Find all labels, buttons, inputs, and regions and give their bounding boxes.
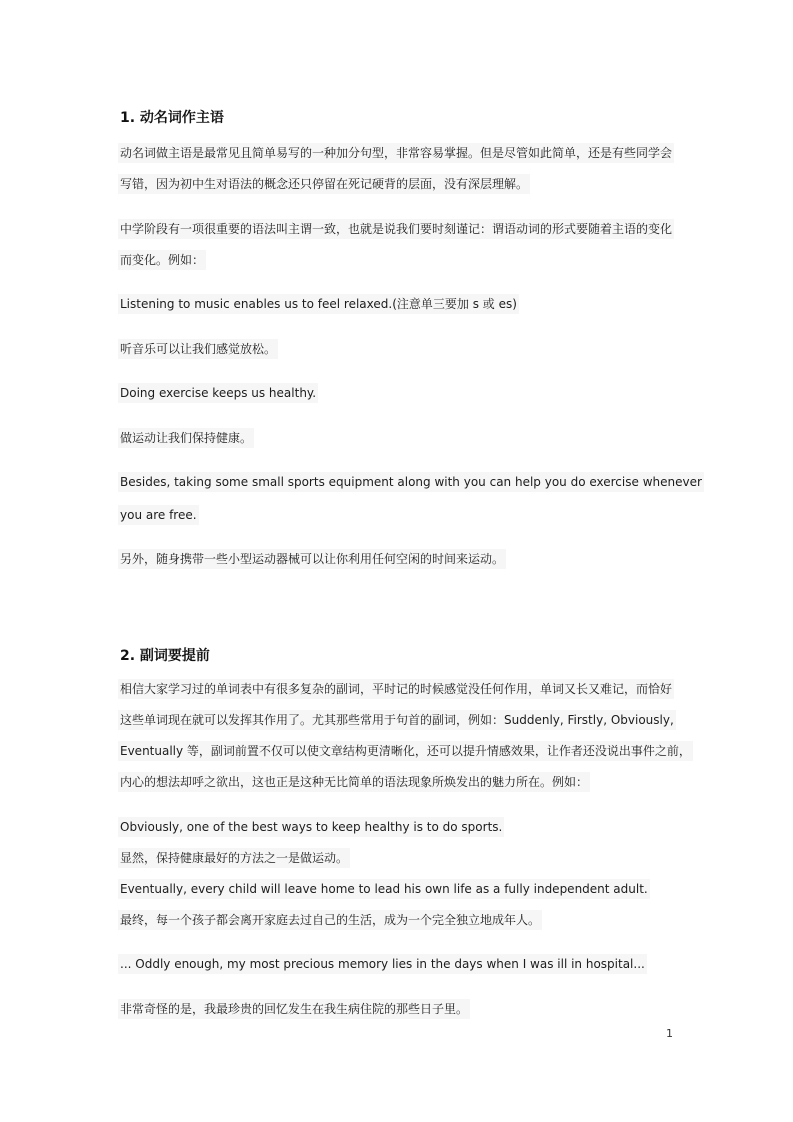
example-sentence-zh: 最终，每一个孩子都会离开家庭去过自己的生活，成为一个完全独立地成年人。	[118, 910, 542, 930]
example-sentence-zh: 非常奇怪的是，我最珍贵的回忆发生在我生病住院的那些日子里。	[118, 999, 470, 1019]
paragraph-line: 而变化。例如：	[118, 250, 206, 270]
paragraph-line: 中学阶段有一项很重要的语法叫主谓一致，也就是说我们要时刻谨记：谓语动词的形式要随着主语的变化	[118, 219, 674, 239]
example-sentence-en: Eventually, every child will leave home to lead his own life as a fully independent adult.	[118, 879, 650, 899]
example-sentence-en: ... Oddly enough, my most precious memory lies in the days when I was ill in hospital...	[118, 954, 647, 974]
paragraph-line: 动名词做主语是最常见且简单易写的一种加分句型，非常容易掌握。但是尽管如此简单，还是有些同学会	[118, 143, 674, 163]
example-sentence-zh: 听音乐可以让我们感觉放松。	[118, 339, 278, 359]
section-heading-gerund-subject: 1. 动名词作主语	[120, 110, 224, 126]
section-heading-adverb-first: 2. 副词要提前	[120, 648, 210, 664]
paragraph-line: Eventually 等，副词前置不仅可以使文章结构更清晰化，还可以提升情感效果，让作者还没说出事件之前，	[118, 741, 693, 761]
example-sentence-zh: 做运动让我们保持健康。	[118, 428, 254, 448]
paragraph-line: 这些单词现在就可以发挥其作用了。尤其那些常用于句首的副词，例如：Suddenly, Firstly, Obviously,	[118, 710, 676, 730]
page-number: 1	[666, 1027, 673, 1040]
paragraph-line: 相信大家学习过的单词表中有很多复杂的副词，平时记的时候感觉没任何作用，单词又长又难记，而恰好	[118, 679, 674, 699]
example-sentence-en: you are free.	[118, 505, 199, 525]
example-sentence-en: Besides, taking some small sports equipment along with you can help you do exercise whenever	[118, 472, 704, 492]
example-sentence-en: Obviously, one of the best ways to keep healthy is to do sports.	[118, 817, 504, 837]
paragraph-line: 内心的想法却呼之欲出，这也正是这种无比简单的语法现象所焕发出的魅力所在。例如：	[118, 772, 590, 792]
example-sentence-zh: 另外，随身携带一些小型运动器械可以让你利用任何空闲的时间来运动。	[118, 549, 506, 569]
example-sentence-zh: 显然，保持健康最好的方法之一是做运动。	[118, 848, 350, 868]
example-sentence-en: Listening to music enables us to feel relaxed.(注意单三要加 s 或 es)	[118, 294, 519, 314]
example-sentence-en: Doing exercise keeps us healthy.	[118, 383, 318, 403]
paragraph-line: 写错，因为初中生对语法的概念还只停留在死记硬背的层面，没有深层理解。	[118, 174, 530, 194]
